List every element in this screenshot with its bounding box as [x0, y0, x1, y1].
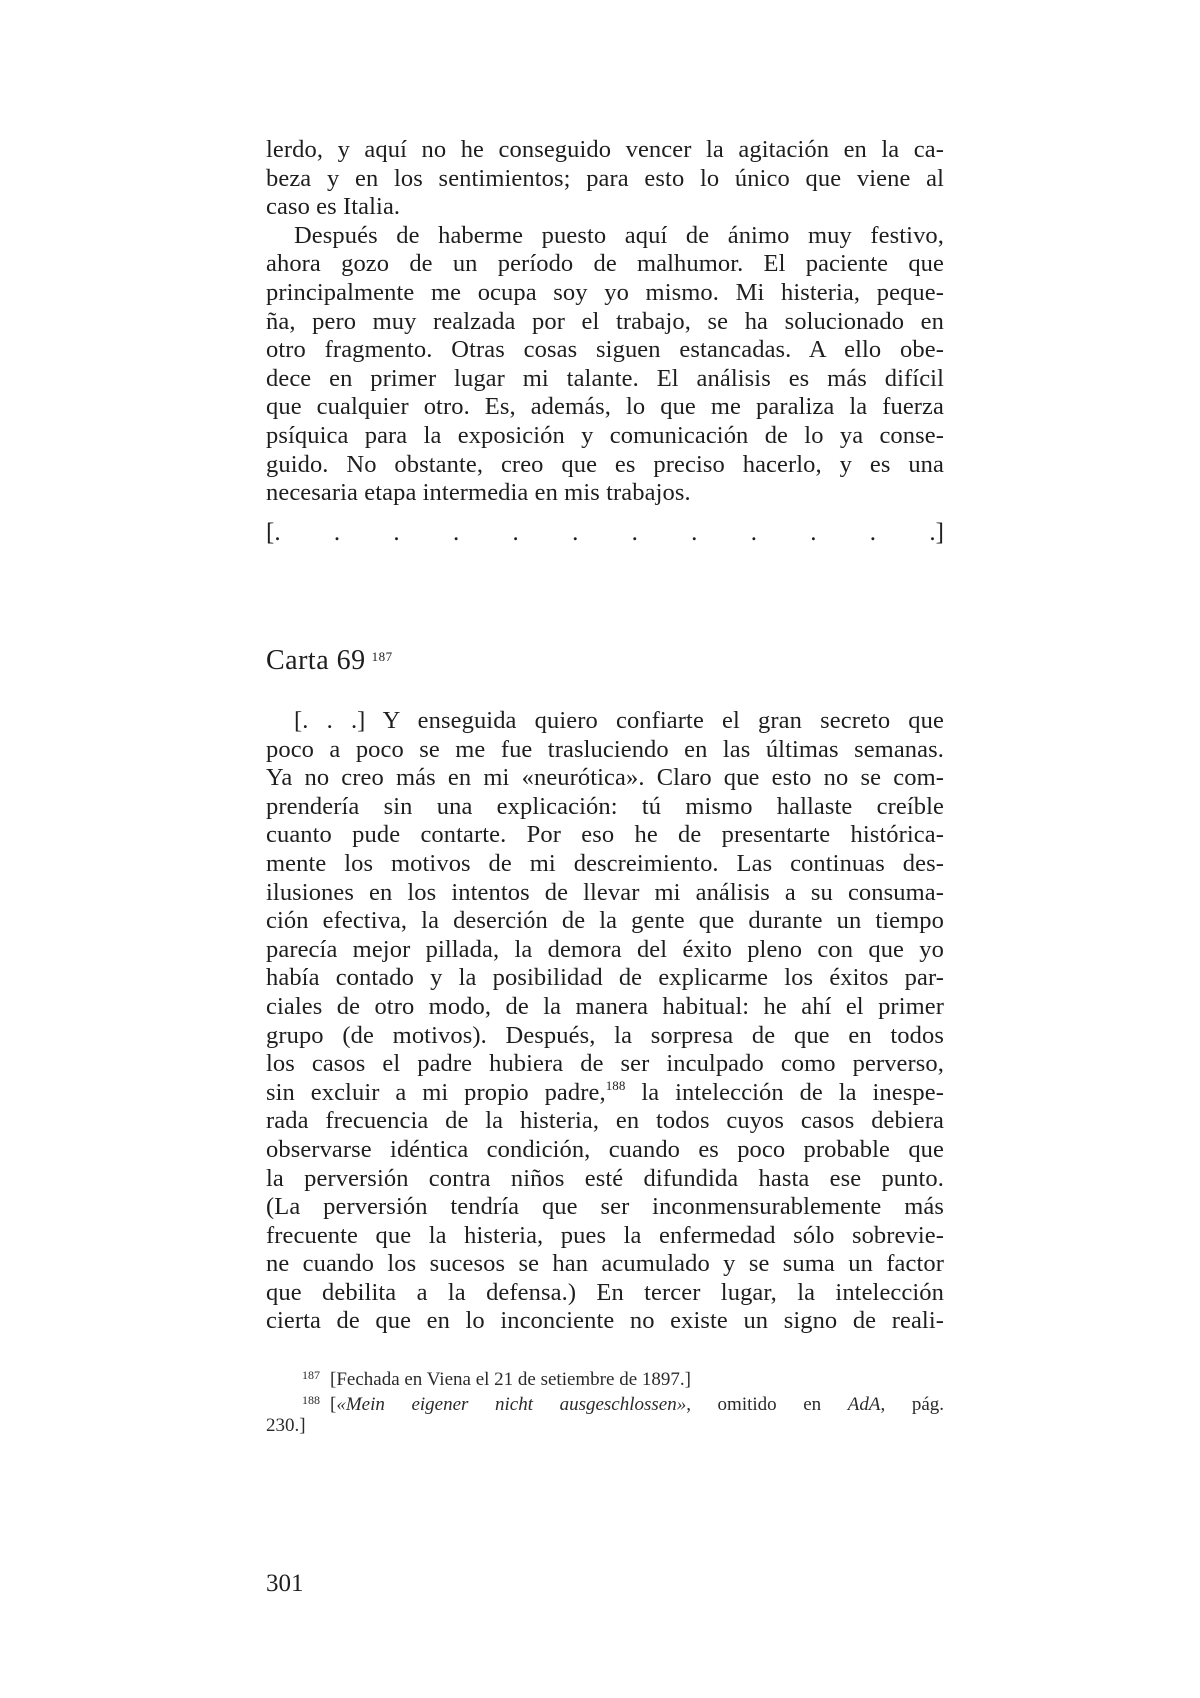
- ellipsis-close: .]: [929, 519, 944, 546]
- footnote-reference[interactable]: 187: [371, 649, 393, 664]
- ellipsis-open: [.: [266, 519, 281, 546]
- continued-letter-text: [266, 136, 944, 508]
- text-line: grupo (de motivos). Después, la sorpresa de que en todos: [266, 1021, 944, 1049]
- page-number: 301: [266, 1570, 304, 1597]
- text-line: cuanto pude contarte. Por eso he de presentarte históricа-: [266, 821, 944, 849]
- text-line: observarse idéntica condición, cuando es poco probable que: [266, 1135, 944, 1163]
- ellipsis-dot: .: [333, 519, 341, 546]
- text-line: rada frecuencia de la histeria, en todos cuyos casos debiera: [266, 1107, 944, 1135]
- ellipsis-dot: .: [452, 519, 460, 546]
- omission-ellipsis: [266, 518, 944, 548]
- text-line: Ya no creo más en mi «neurótica». Claro que esto no se com-: [266, 764, 944, 792]
- footnote-187: [266, 1363, 944, 1388]
- text-line: había contado y la posibilidad de explicarme los éxitos par-: [266, 964, 944, 992]
- footnote-text: , omitido en: [686, 1394, 848, 1415]
- text-line: ilusiones en los intentos de llevar mi análisis a su consuma-: [266, 878, 944, 906]
- footnote-188-continuation: 230.]: [266, 1415, 306, 1436]
- text-line: cierta de que en lo inconciente no existe un signo de reali-: [266, 1307, 944, 1335]
- letter-title: Carta 69: [266, 645, 366, 676]
- letter-heading: [266, 645, 393, 677]
- footnote-source: AdA: [847, 1394, 881, 1415]
- footnote-188: [266, 1388, 944, 1413]
- ellipsis-dot: .: [869, 519, 877, 546]
- text-line: [266, 1079, 944, 1108]
- text-line: prendería sin una explicación: tú mismo hallaste creíble: [266, 792, 944, 820]
- text-line: guido. No obstante, creo que es preciso hacerlo, y es una: [266, 450, 944, 478]
- text-line: ahora gozo de un período de malhumor. El paciente que: [266, 250, 944, 278]
- ellipsis-dot: .: [631, 519, 638, 546]
- ellipsis-dot: .: [750, 519, 757, 546]
- ellipsis-dot: .: [393, 519, 400, 546]
- text-line: psíquica para la exposición y comunicación de lo ya conse-: [266, 421, 944, 449]
- text-line: frecuente que la histeria, pues la enfermedad sólo sobrevie-: [266, 1221, 944, 1249]
- text-line: otro fragmento. Otras cosas siguen estancadas. A ello obe-: [266, 336, 944, 364]
- text-line: lerdo, y aquí no he conseguido vencer la agitación en la ca-: [266, 136, 944, 163]
- text-line: necesaria etapa intermedia en mis trabajos.: [266, 479, 691, 507]
- footnote-text: [Fechada en Viena el 21 de setiembre de 1897.]: [330, 1369, 691, 1390]
- footnote-reference[interactable]: 188: [605, 1077, 626, 1093]
- ellipsis-dot: .: [810, 519, 817, 546]
- text-line: ciales de otro modo, de la manera habitual: he ahí el primer: [266, 992, 944, 1020]
- text-line: ción efectiva, la deserción de la gente que durante un tiempo: [266, 907, 944, 935]
- text-line: principalmente me ocupa soy yo mismo. Mi histeria, peque-: [266, 278, 944, 306]
- text-fragment: sin excluir a mi propio padre,: [266, 1078, 606, 1106]
- text-line: (La perversión tendría que ser inconmensurablemente más: [266, 1193, 944, 1221]
- text-line: caso es Italia.: [266, 193, 401, 221]
- footnote-text: [: [330, 1394, 337, 1415]
- footnote-number: 187: [302, 1368, 320, 1382]
- text-line: dece en primer lugar mi talante. El análisis es más difícil: [266, 364, 944, 392]
- text-line: que cualquier otro. Es, además, lo que me paraliza la fuerza: [266, 393, 944, 421]
- footnote-text: , pág.: [880, 1394, 944, 1415]
- letter-body: [266, 707, 944, 1336]
- text-line: los casos el padre hubiera de ser inculpado como perverso,: [266, 1050, 944, 1078]
- ellipsis-dot: .: [572, 519, 579, 546]
- text-line: la perversión contra niños esté difundida hasta ese punto.: [266, 1164, 944, 1192]
- text-line: mente los motivos de mi descreimiento. Las continuas des-: [266, 849, 944, 877]
- text-line: que debilita a la defensa.) En tercer lugar, la intelección: [266, 1278, 944, 1306]
- text-line: ne cuando los sucesos se han acumulado y se suma un factor: [266, 1250, 944, 1278]
- footnotes: [266, 1363, 944, 1438]
- text-line: parecía mejor pillada, la demora del éxito pleno con que yo: [266, 935, 944, 963]
- footnote-quote: «Mein eigener nicht ausgeschlossen»: [336, 1394, 687, 1415]
- text-line: ña, pero muy realzada por el trabajo, se ha solucionado en: [266, 307, 944, 335]
- text-line: [. . .] Y enseguida quiero confiarte el gran secreto que: [294, 707, 944, 734]
- text-line: beza y en los sentimientos; para esto lo único que viene al: [266, 164, 944, 192]
- ellipsis-dot: .: [691, 519, 698, 546]
- text-fragment: la intelección de la inespe-: [625, 1078, 944, 1106]
- text-line: Después de haberme puesto aquí de ánimo muy festivo,: [294, 221, 944, 249]
- ellipsis-dot: .: [512, 519, 519, 546]
- footnote-number: 188: [302, 1393, 320, 1407]
- text-line: poco a poco se me fue trasluciendo en las últimas semanas.: [266, 735, 944, 763]
